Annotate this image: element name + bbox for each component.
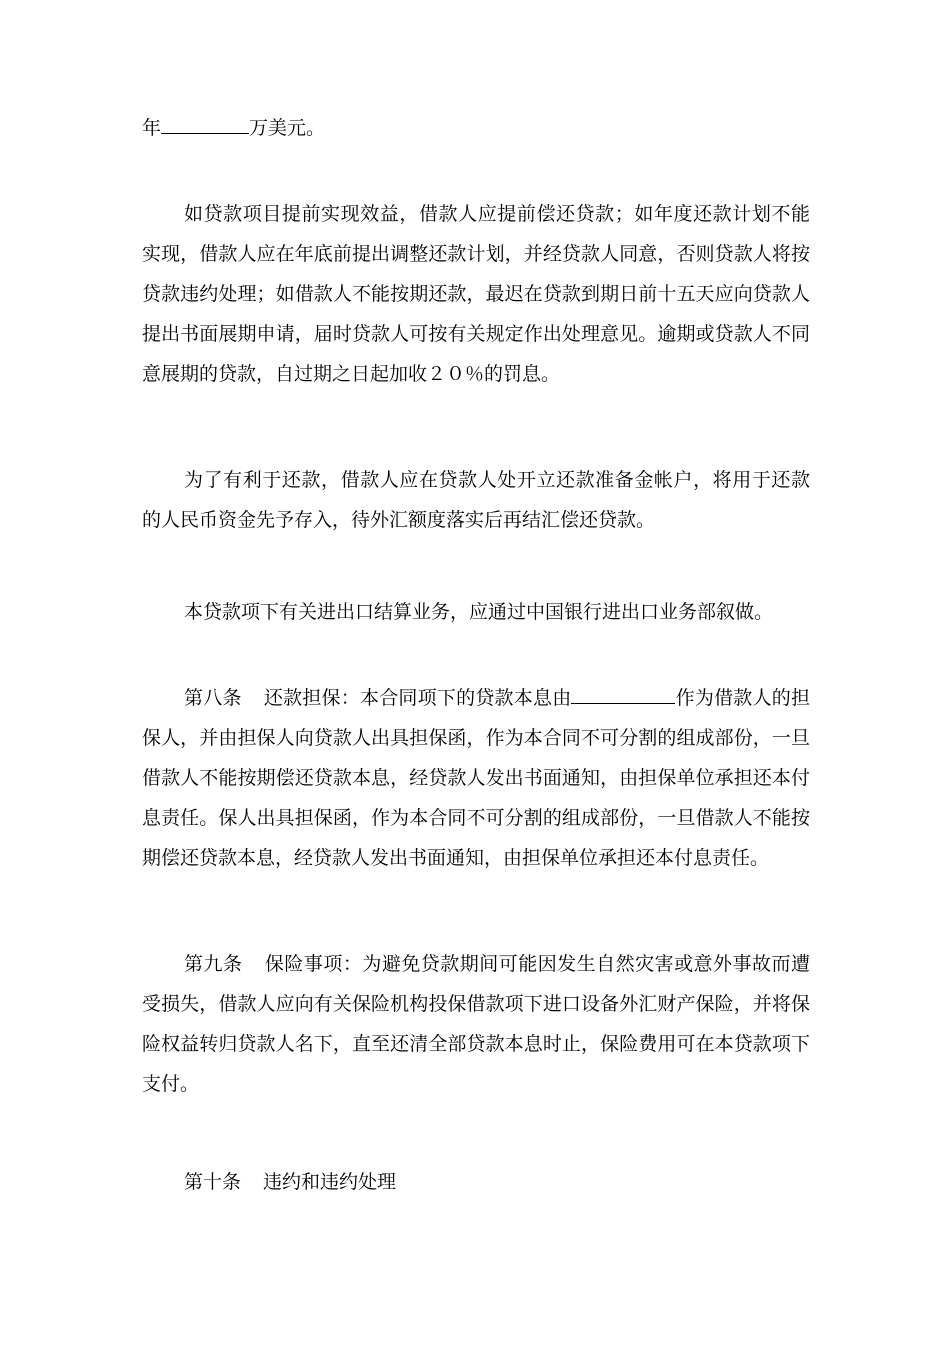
paragraph-settlement: 本贷款项下有关进出口结算业务，应通过中国银行进出口业务部叙做。 xyxy=(184,601,774,623)
article-9-heading: 第九条 xyxy=(184,953,243,975)
paragraph-reserve-account: 为了有利于还款，借款人应在贷款人处开立还款准备金帐户，将用于还款的人民币资金先予存入，待外汇额度落实后再结汇偿还贷款。 xyxy=(142,469,810,531)
article-8-text-post: 作为借款人的担保人，并由担保人向贷款人出具担保函，作为本合同不可分割的组成部份，一旦借款人不能按期偿还贷款本息，经贷款人发出书面通知，由担保单位承担还本付息责任。保人出具担保函，作为本合同不可分割的组成部份，一旦借款人不能按期偿还贷款本息，经贷款人发出书面通知，由担保单位承担还本付息责任。 xyxy=(142,687,810,869)
article-9-insurance xyxy=(142,944,810,1104)
article-10-text: 违约和违约处理 xyxy=(263,1171,397,1193)
amount-suffix: 万美元。 xyxy=(249,117,326,139)
paragraph-amount-line xyxy=(142,108,810,148)
amount-blank xyxy=(161,115,249,134)
article-8-guarantee xyxy=(142,678,810,878)
article-10-default xyxy=(142,1162,810,1202)
paragraph-early-repayment: 如贷款项目提前实现效益，借款人应提前偿还贷款；如年度还款计划不能实现，借款人应在年底前提出调整还款计划，并经贷款人同意，否则贷款人将按贷款违约处理；如借款人不能按期还款，最迟在贷款到期日前十五天应向贷款人提出书面展期申请，届时贷款人可按有关规定作出处理意见。逾期或贷款人不同意展期的贷款，自过期之日起加收２０％的罚息。 xyxy=(142,203,810,385)
article-8-heading: 第八条 xyxy=(184,687,242,709)
article-10-heading: 第十条 xyxy=(184,1171,242,1193)
article-9-text: 保险事项：为避免贷款期间可能因发生自然灾害或意外事故而遭受损失，借款人应向有关保险机构投保借款项下进口设备外汇财产保险，并将保险权益转归贷款人名下，直至还清全部贷款本息时止，保险费用可在本贷款项下支付。 xyxy=(142,953,810,1095)
article-8-text-pre: 还款担保：本合同项下的贷款本息由 xyxy=(263,687,572,709)
guarantor-blank xyxy=(571,685,675,704)
amount-prefix: 年 xyxy=(142,117,162,139)
